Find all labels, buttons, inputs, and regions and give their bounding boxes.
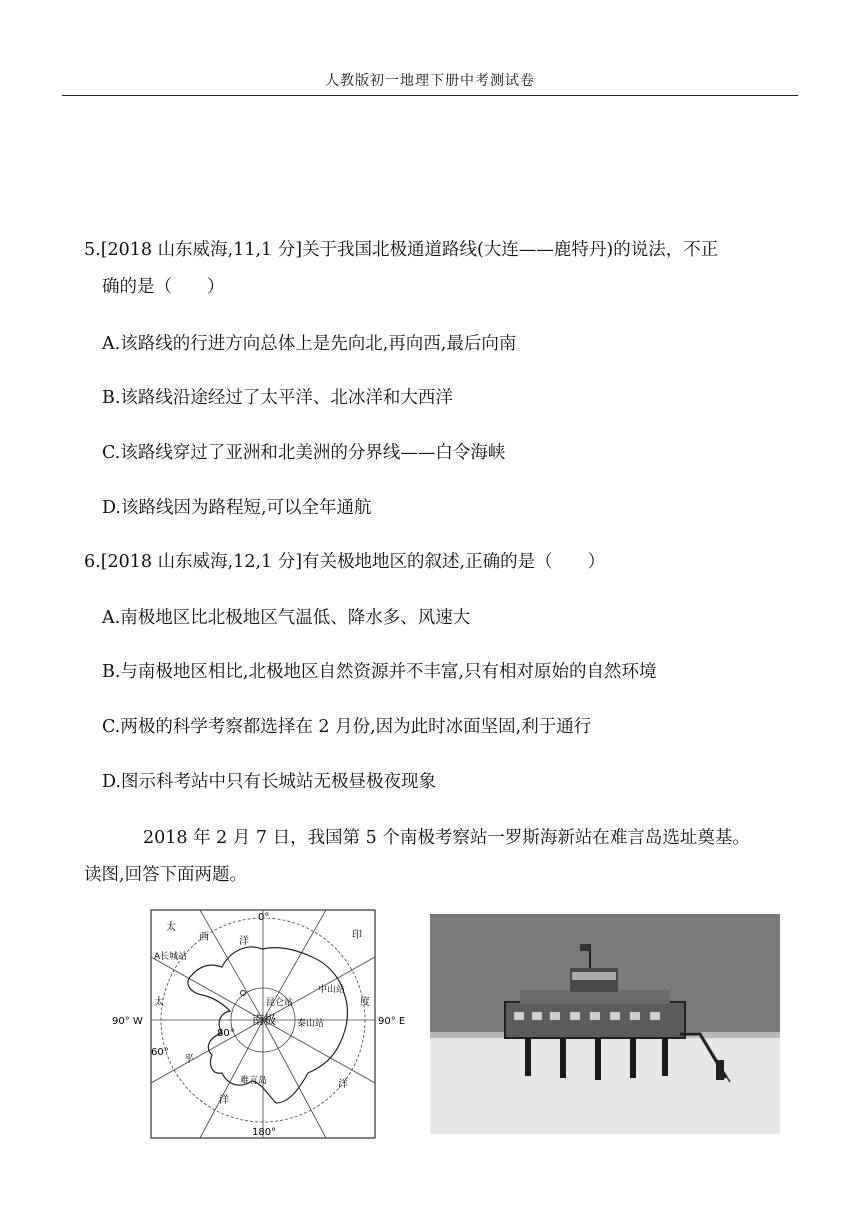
question-6-option-b: B.与南极地区相比,北极地区自然资源并不丰富,只有相对原始的自然环境 <box>102 662 657 682</box>
question-5-option-d: D.该路线因为路程短,可以全年通航 <box>102 498 372 518</box>
map-lon-90w: 90° W <box>112 1016 143 1027</box>
antarctica-map <box>112 905 412 1145</box>
map-lat-60: 60° <box>151 1047 169 1058</box>
map-lat-80: 80° <box>217 1028 235 1039</box>
ocean-label-xi: 西 <box>199 932 209 943</box>
question-6-option-d: D.图示科考站中只有长城站无极昼极夜现象 <box>102 772 436 792</box>
map-lon-180: 180° <box>252 1127 277 1138</box>
ocean-label-yang1: 洋 <box>239 936 249 947</box>
header-rule <box>62 95 798 96</box>
question-5-option-c: C.该路线穿过了亚洲和北美洲的分界线——白令海峡 <box>102 443 506 463</box>
ocean-label-yin: 印 <box>352 930 362 941</box>
passage-line2: 读图,回答下面两题。 <box>84 865 248 885</box>
map-lon-0: 0° <box>258 912 270 923</box>
ocean-label-du: 度 <box>360 997 370 1008</box>
question-5-option-a: A.该路线的行进方向总体上是先向北,再向西,最后向南 <box>102 334 517 354</box>
question-6-stem: 6.[2018 山东威海,12,1 分]有关极地地区的叙述,正确的是（ ） <box>84 552 606 572</box>
map-center-label: 南极 <box>252 1013 277 1027</box>
question-5-stem-line2: 确的是（ ） <box>102 277 225 297</box>
station-zhongshan: 中山站 <box>318 985 346 995</box>
island-nanyan: 难言岛 <box>240 1076 268 1086</box>
ocean-label-ping: 平 <box>184 1054 194 1065</box>
ocean-label-tai: 太 <box>166 922 176 933</box>
ocean-label-yang2: 洋 <box>219 1095 229 1106</box>
question-5-stem-line1: 5.[2018 山东威海,11,1 分]关于我国北极通道路线(大连——鹿特丹)的说法，不正 <box>84 240 719 260</box>
map-lon-90e: 90° E <box>378 1016 406 1027</box>
ocean-label-tai2: 太 <box>154 997 164 1008</box>
research-station-photo <box>430 914 780 1134</box>
ocean-label-yang3: 洋 <box>338 1079 348 1090</box>
question-5-option-b: B.该路线沿途经过了太平洋、北冰洋和大西洋 <box>102 388 453 408</box>
station-changcheng: A长城站 <box>154 952 188 962</box>
question-6-option-a: A.南极地区比北极地区气温低、降水多、风速大 <box>102 608 471 628</box>
station-taishan: 泰山站 <box>297 1019 325 1029</box>
station-kunlun: 昆仑站 <box>266 998 294 1008</box>
passage-line1: 2018 年 2 月 7 日，我国第 5 个南极考察站一罗斯海新站在难言岛选址奠基。 <box>143 828 750 848</box>
page-header: 人教版初一地理下册中考测试卷 <box>325 73 535 89</box>
question-6-option-c: C.两极的科学考察都选择在 2 月份,因为此时冰面坚固,利于通行 <box>102 717 592 737</box>
